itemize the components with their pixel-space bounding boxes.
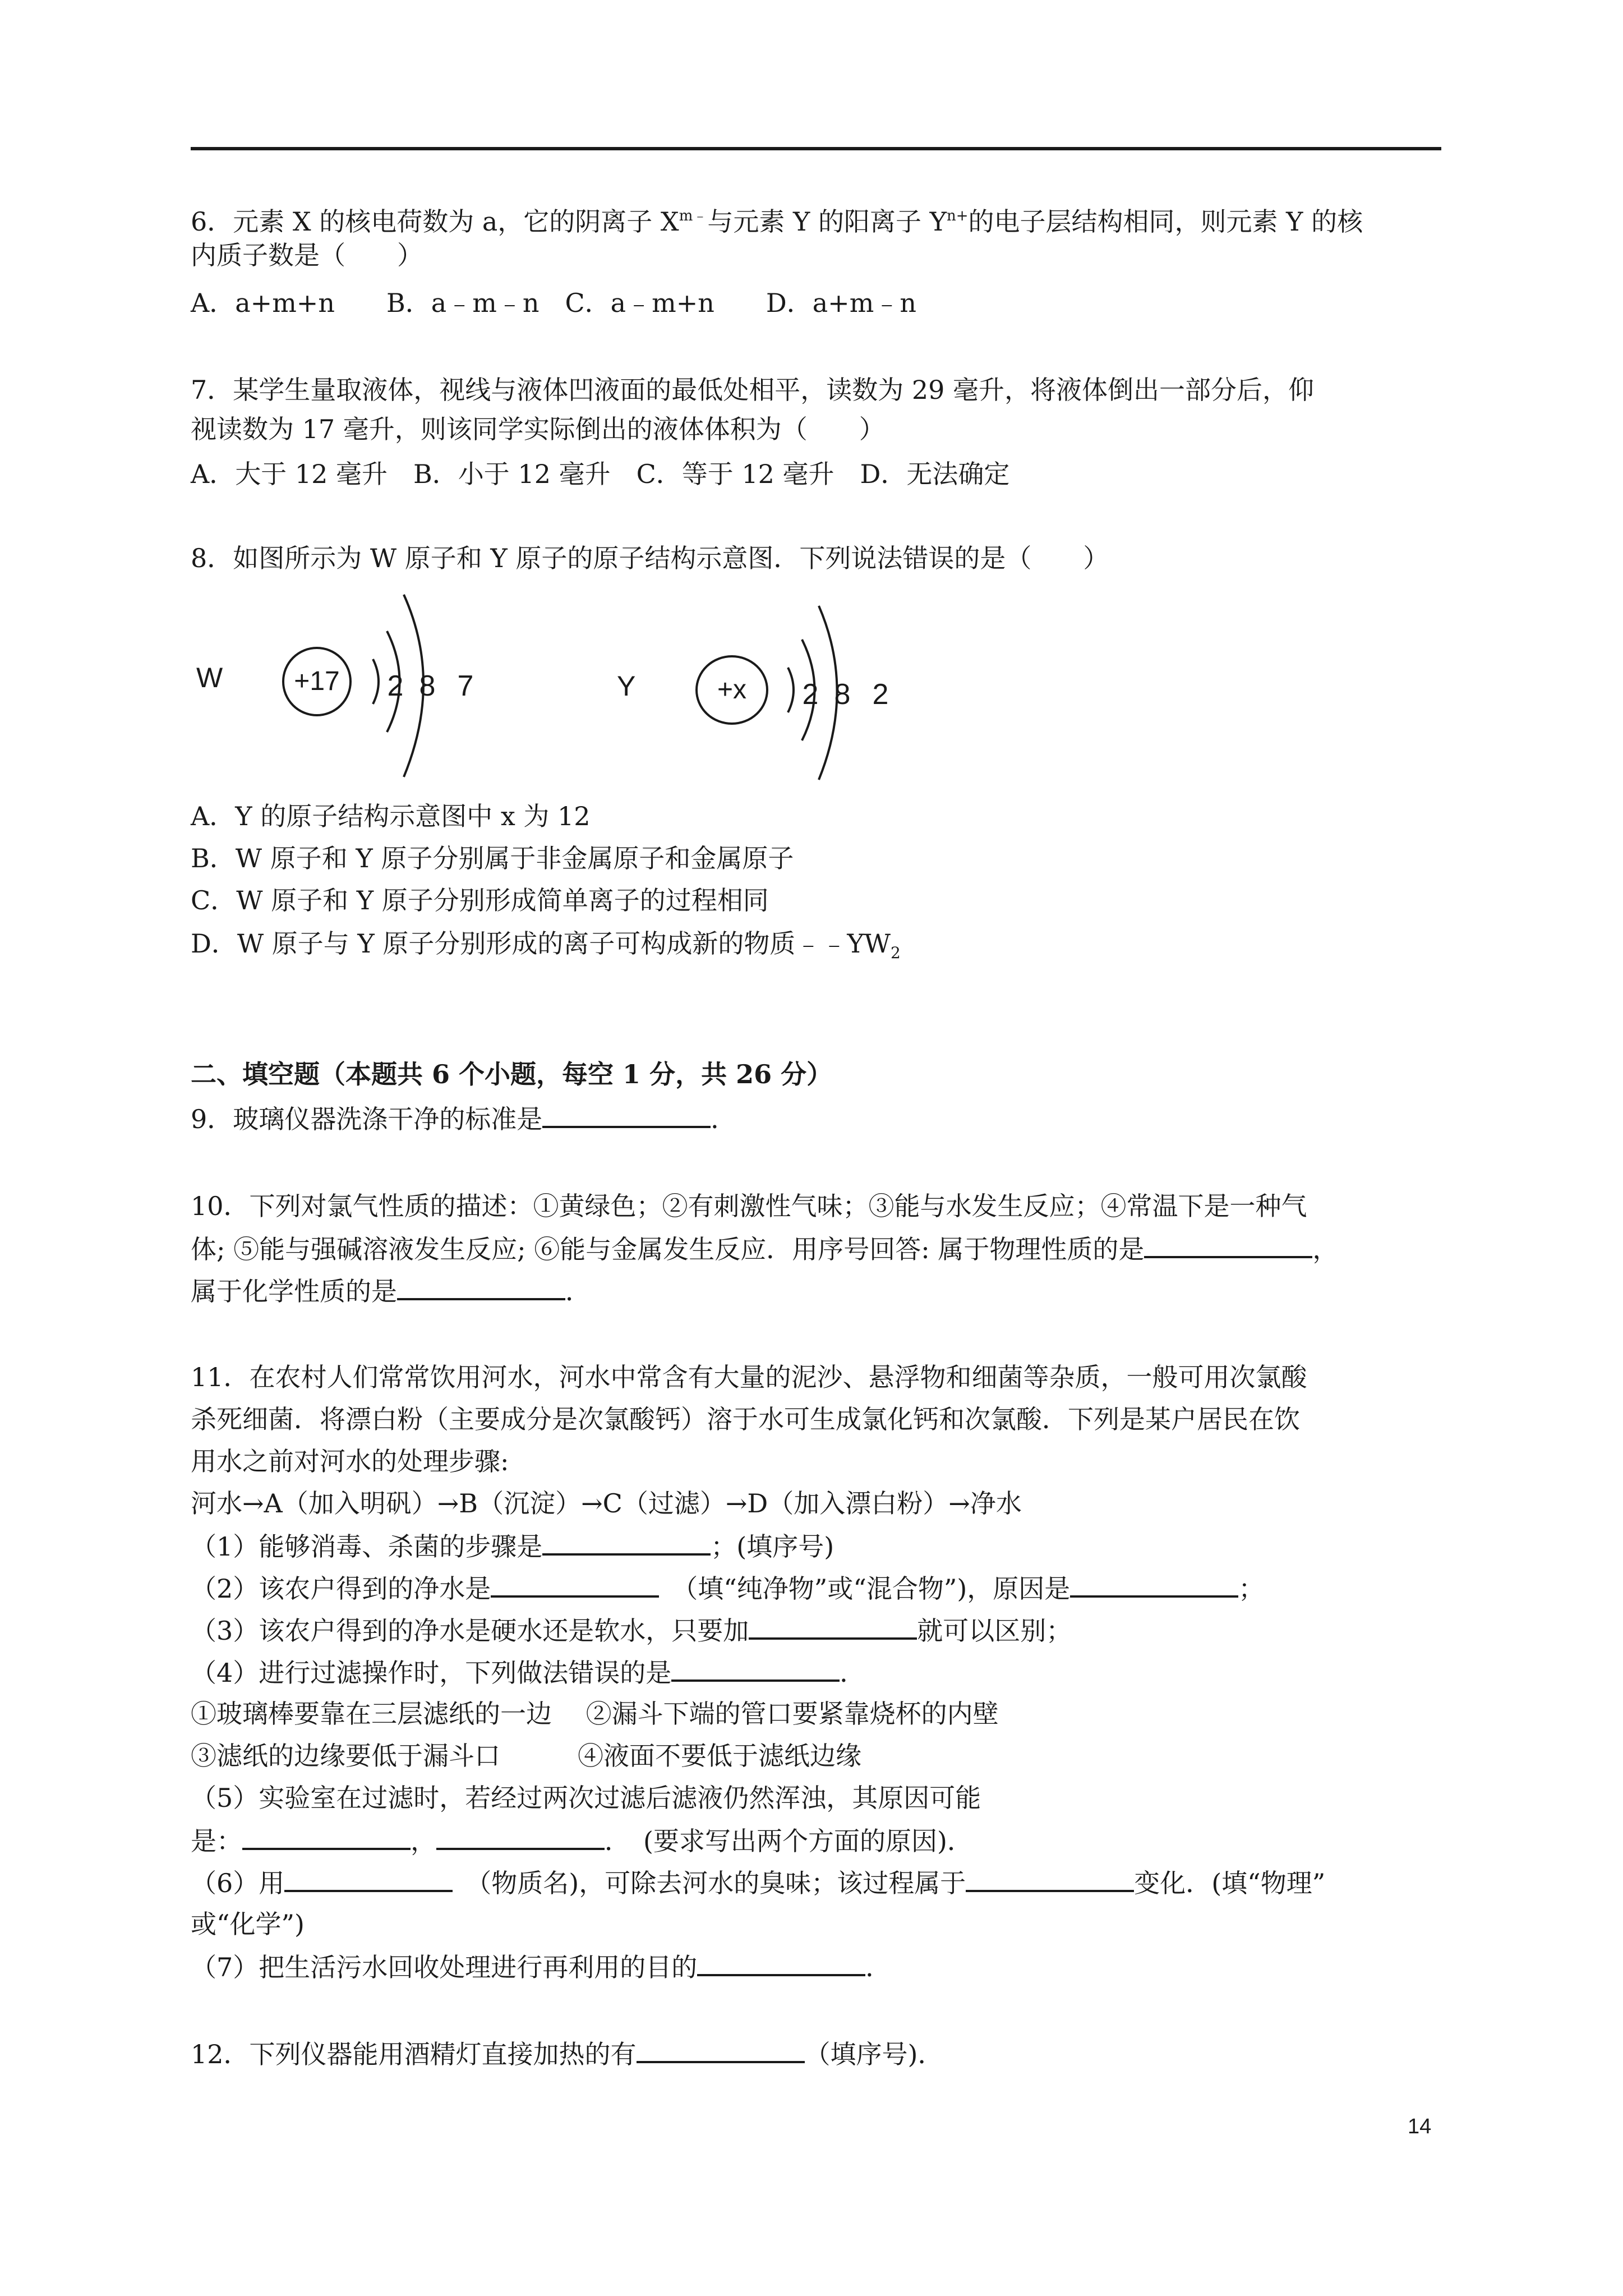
q8-option-b: B．W 原子和 Y 原子分别属于非金属原子和金属原子 — [191, 843, 794, 873]
y-nucleus-charge: +x — [717, 675, 747, 705]
w-electrons-shell-1: 2 — [387, 670, 404, 702]
q11-p2-blank-2[interactable] — [1070, 1571, 1238, 1598]
q8-option-c: C．W 原子和 Y 原子分别形成简单离子的过程相同 — [191, 885, 769, 915]
q10-line3: 属于化学性质的是 ． — [191, 1273, 591, 1308]
y-shell-arc-1 — [788, 668, 794, 712]
section2-heading: 二、填空题（本题共 6 个小题，每空 1 分，共 26 分） — [191, 1059, 833, 1089]
q11-line3: 用水之前对河水的处理步骤: — [191, 1446, 509, 1476]
q11-process-steps: 河水→A（加入明矾）→B（沉淀）→C（过滤）→D（加入漂白粉）→净水 — [191, 1488, 1022, 1519]
y-electrons-shell-2: 8 — [834, 678, 851, 711]
atomic-structure-diagram — [185, 583, 914, 802]
q7-line2: 视读数为 17 毫升，则该同学实际倒出的液体体积为（ ） — [191, 414, 885, 444]
q8-stem: 8．如图所示为 W 原子和 Y 原子的原子结构示意图．下列说法错误的是（ ） — [191, 543, 1109, 573]
q11-part3: （3）该农户得到的净水是硬水还是软水，只要加 就可以区别； — [191, 1613, 1072, 1648]
header-rule — [191, 147, 1441, 150]
q9-line: 9．玻璃仪器洗涤干净的标准是 ． — [191, 1101, 736, 1136]
q10-physical-blank[interactable] — [1144, 1231, 1312, 1258]
y-cation-charge: n+ — [946, 208, 969, 224]
q6-line2: 内质子数是（ ） — [191, 240, 423, 270]
w-nucleus-charge: +17 — [294, 666, 340, 696]
q11-p5-blank-1[interactable] — [242, 1823, 411, 1850]
q11-part6: （6）用 （物质名)，可除去河水的臭味；该过程属于 变化．(填“物理” — [191, 1865, 1325, 1900]
q11-p4-blank[interactable] — [671, 1655, 840, 1682]
q7-options: A．大于 12 毫升 B．小于 12 毫升 C．等于 12 毫升 D．无法确定 — [191, 459, 1010, 489]
q11-part2: （2）该农户得到的净水是 （填“纯净物”或“混合物”)，原因是 ； — [191, 1571, 1264, 1605]
q11-part6-line2: 或“化学”) — [191, 1909, 305, 1939]
q11-p2-blank-1[interactable] — [491, 1571, 659, 1598]
w-label: W — [196, 662, 223, 693]
w-electrons-shell-2: 8 — [419, 670, 436, 702]
q11-part7: （7）把生活污水回收处理进行再利用的目的 ． — [191, 1949, 891, 1984]
q6-line1: 6．元素 X 的核电荷数为 a，它的阴离子 $X^{m﹣}$与元素 Y 的阳离子 $Y^{n+}$的电子层结构相同，则元素 Y 的核 — [191, 206, 1363, 237]
q11-p6-blank-2[interactable] — [966, 1865, 1134, 1892]
q11-line2: 杀死细菌．将漂白粉（主要成分是次氯酸钙）溶于水可生成氯化钙和次氯酸．下列是某户居民在饮 — [191, 1404, 1300, 1434]
q11-part4: （4）进行过滤操作时，下列做法错误的是 ． — [191, 1655, 865, 1690]
w-electrons-shell-3: 7 — [457, 670, 474, 702]
w-shell-arc-1 — [373, 659, 379, 704]
q11-part4-options-2: ③滤纸的边缘要低于漏斗口 ④液面不要低于滤纸边缘 — [191, 1741, 861, 1771]
q8-option-d: D．W 原子与 Y 原子分别形成的离子可构成新的物质$﹣﹣YW_2$ — [191, 928, 901, 962]
q9-answer-blank[interactable] — [542, 1101, 711, 1128]
page-number: 14 — [1408, 2115, 1432, 2138]
q10-line2: 体; ⑤能与强碱溶液发生反应; ⑥能与金属发生反应．用序号回答: 属于物理性质的是 ， — [191, 1231, 1338, 1266]
q11-p3-blank[interactable] — [749, 1613, 917, 1640]
q11-p5-blank-2[interactable] — [436, 1823, 605, 1850]
q6-options: A．a+m+n B．a﹣m﹣n C．a﹣m+n D．a+m﹣n — [191, 288, 916, 318]
q7-line1: 7．某学生量取液体，视线与液体凹液面的最低处相平，读数为 29 毫升，将液体倒出一部分后，仰 — [191, 375, 1315, 405]
q10-line1: 10．下列对氯气性质的描述：①黄绿色；②有刺激性气味；③能与水发生反应；④常温下是一种气 — [191, 1191, 1307, 1221]
q11-part4-options-1: ①玻璃棒要靠在三层滤纸的一边 ②漏斗下端的管口要紧靠烧杯的内壁 — [191, 1699, 999, 1729]
q11-p7-blank[interactable] — [697, 1949, 865, 1976]
y-electrons-shell-3: 2 — [872, 678, 889, 711]
x-anion-charge: m﹣ — [679, 208, 708, 224]
q11-p1-blank[interactable] — [542, 1529, 711, 1556]
q8-option-a: A．Y 的原子结构示意图中 x 为 12 — [191, 801, 591, 831]
q12-answer-blank[interactable] — [637, 2036, 805, 2063]
y-electrons-shell-1: 2 — [802, 678, 819, 711]
q10-chemical-blank[interactable] — [397, 1273, 565, 1300]
q11-line1: 11．在农村人们常常饮用河水，河水中常含有大量的泥沙、悬浮物和细菌等杂质，一般可用次氯酸 — [191, 1362, 1307, 1392]
q11-part5-line2: 是： ， ． (要求写出两个方面的原因)． — [191, 1823, 973, 1858]
q11-part5-line1: （5）实验室在过滤时，若经过两次过滤后滤液仍然浑浊，其原因可能 — [191, 1783, 981, 1813]
q11-part1: （1）能够消毒、杀菌的步骤是 ；(填序号) — [191, 1529, 834, 1563]
q11-p6-blank-1[interactable] — [284, 1865, 453, 1892]
q12-line: 12．下列仪器能用酒精灯直接加热的有 （填序号)． — [191, 2036, 944, 2071]
y-label: Y — [617, 670, 636, 702]
